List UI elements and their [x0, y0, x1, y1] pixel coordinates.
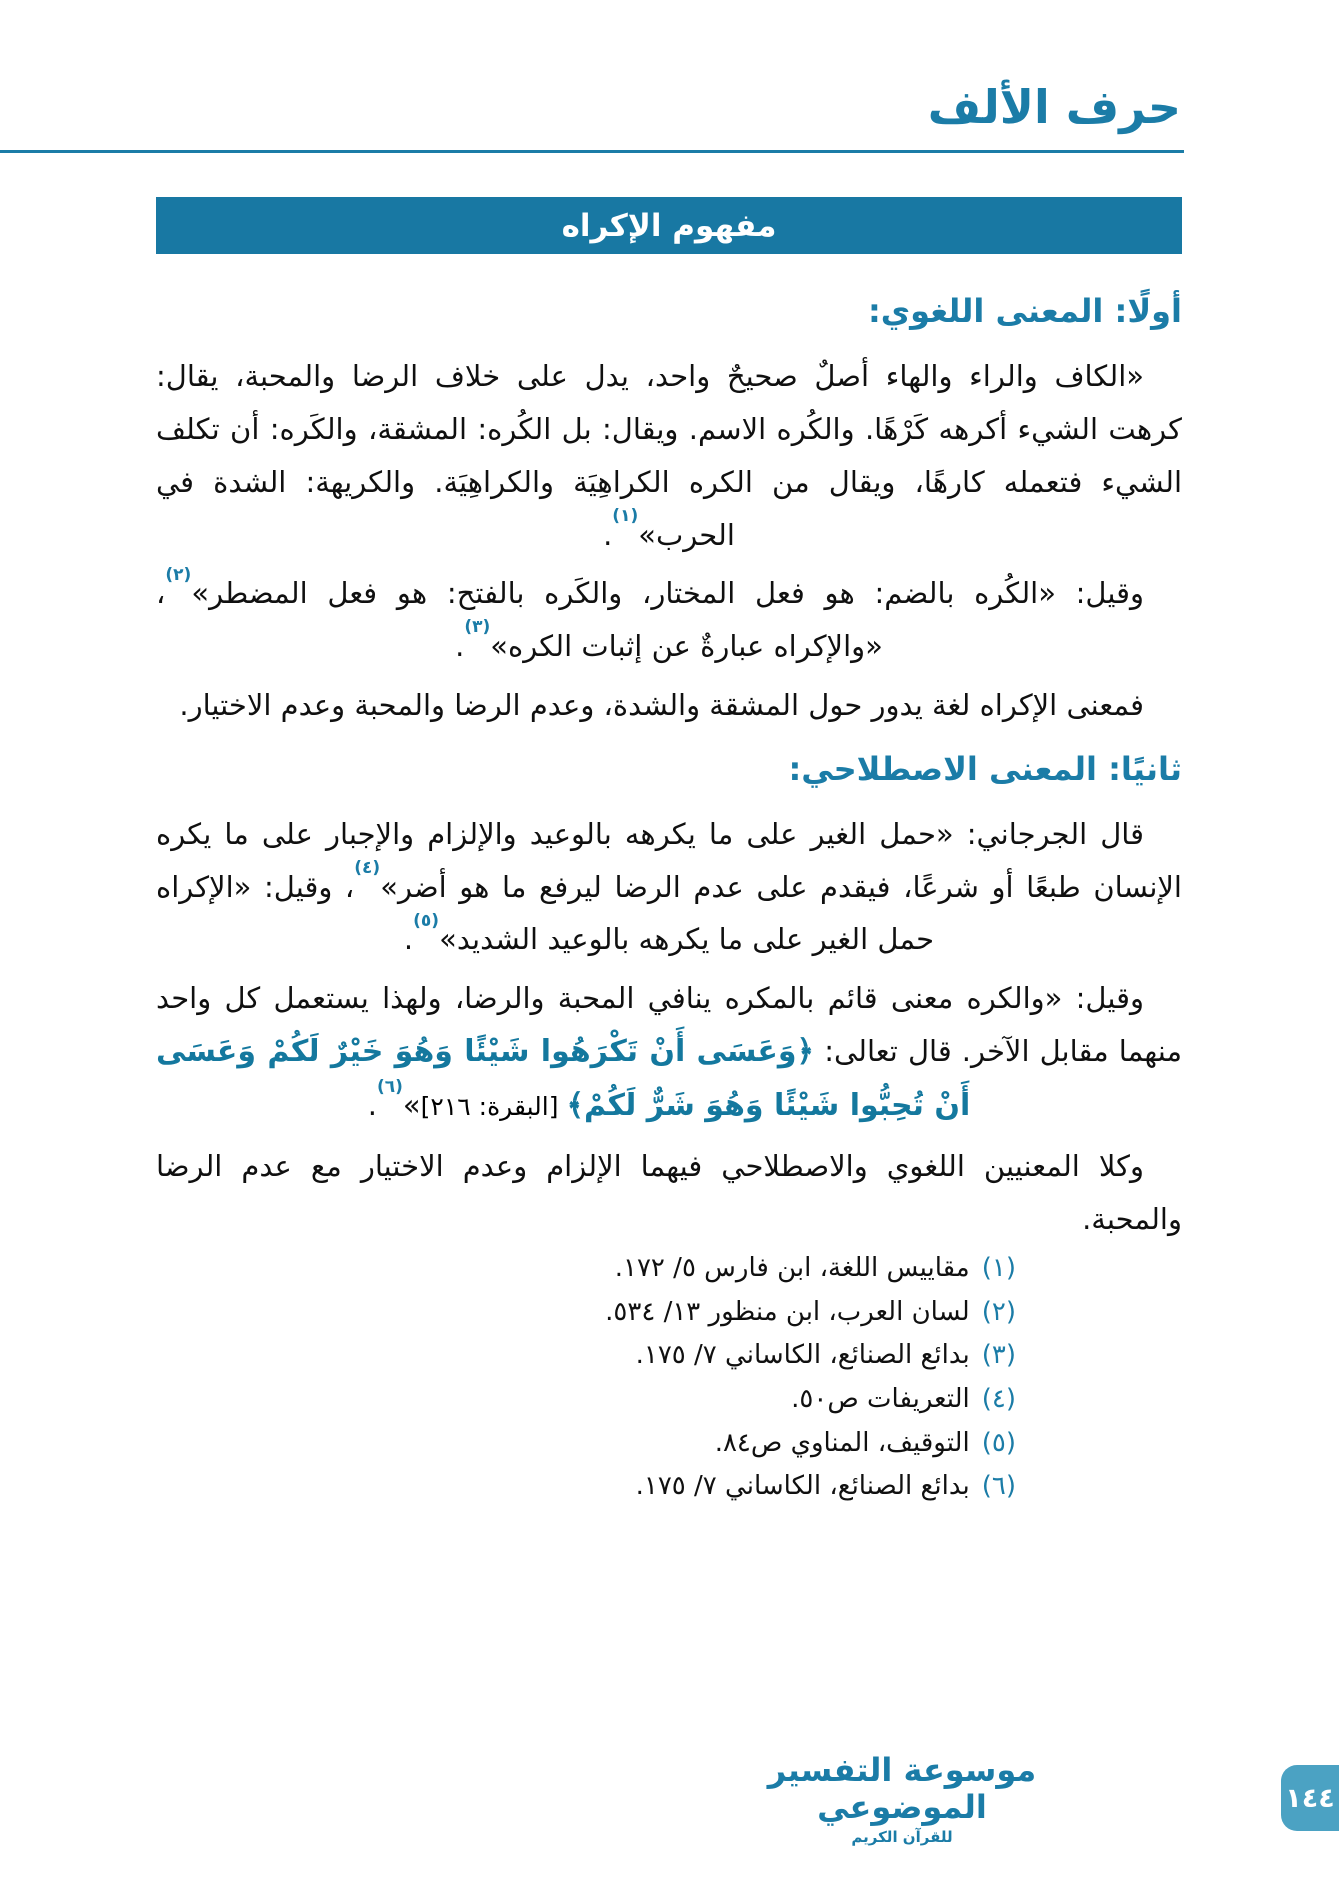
verse-citation: [البقرة: ٢١٦] — [420, 1092, 567, 1122]
page-number: ١٤٤ — [1285, 1782, 1335, 1814]
footnote-number: (١) — [981, 1253, 1016, 1283]
para-qil-quote — [156, 564, 1182, 673]
footnote-ref-4: (٤) — [354, 857, 381, 878]
header-rule-divider — [0, 150, 1184, 153]
footnote-ref-2: (٢) — [165, 564, 192, 585]
section-title-banner — [156, 197, 1182, 254]
footnote-text: التوقيف، المناوي ص٨٤. — [714, 1427, 970, 1458]
footnote-item — [536, 1378, 1016, 1422]
paragraph-text: . — [403, 922, 414, 957]
footnote-item — [536, 1291, 1016, 1335]
paragraph-text: » — [402, 1088, 421, 1123]
paragraph-text: فمعنى الإكراه لغة يدور حول المشقة والشدة، وعدم الرضا والمحبة وعدم الاختيار. — [179, 687, 1144, 722]
chapter-header: حرف الألف — [927, 80, 1181, 134]
footnote-number: (٥) — [981, 1427, 1016, 1458]
footnote-text: لسان العرب، ابن منظور ١٣/ ٥٣٤. — [605, 1296, 970, 1327]
paragraph-text: ، وقيل: «الإكراه حمل الغير على ما يكرهه بالوعيد الشديد» — [156, 869, 935, 957]
paragraph-text: قال الجرجاني: «حمل الغير على ما يكرهه بالوعيد والإلزام والإجبار على ما يكره الإنسان طبعًا أو شرعًا، فيقدم على عدم الرضا ليرفع ما هو أضر» — [156, 816, 1182, 904]
paragraph-text: «الكاف والراء والهاء أصلٌ صحيحٌ واحد، يدل على خلاف الرضا والمحبة، يقال: كرهت الشيء أكرهه كَرْهًا. والكُره الاسم. ويقال: بل الكُره: المشقة، والكَره: أن تكلف الشيء فتعمله كارهًا، ويقال من الكره الكراهِيَة والكراهِيَة. والكريهة: الشدة في الحرب» — [156, 359, 1182, 552]
page-number-tab — [1281, 1765, 1339, 1831]
para-conclusion — [156, 1140, 1182, 1246]
footnote-text: بدائع الصنائع، الكاساني ٧/ ١٧٥. — [635, 1340, 970, 1371]
footnote-ref-6: (٦) — [376, 1076, 403, 1097]
logo-title: موسوعة التفسير الموضوعي — [767, 1751, 1037, 1826]
para-lexical-summary — [156, 679, 1182, 732]
footnote-item — [536, 1247, 1016, 1291]
paragraph-text: ، «والإكراه عبارةٌ عن إثبات الكره» — [156, 576, 883, 664]
footnote-number: (٤) — [981, 1384, 1016, 1415]
footnote-text: بدائع الصنائع، الكاساني ٧/ ١٧٥. — [635, 1471, 970, 1502]
publisher-logo — [752, 1752, 1052, 1846]
footnote-number: (٣) — [981, 1340, 1016, 1371]
para-quran-comparison — [156, 972, 1182, 1134]
heading-linguistic-meaning: أولًا: المعنى اللغوي: — [868, 292, 1182, 330]
footnote-item — [536, 1465, 1016, 1509]
para-jurjani-definition — [156, 808, 1182, 966]
paragraph-text: وقيل: «الكُره بالضم: هو فعل المختار، والكَره بالفتح: هو فعل المضطر» — [191, 576, 1144, 611]
main-text — [156, 274, 1182, 1252]
paragraph-text: . — [455, 629, 465, 664]
footnotes-block — [536, 1247, 1016, 1509]
paragraph-text: . — [603, 517, 613, 552]
footnote-number: (٦) — [981, 1471, 1016, 1502]
heading-terminological-meaning: ثانيًا: المعنى الاصطلاحي: — [788, 749, 1182, 788]
para-lexical-quote — [156, 350, 1182, 561]
section-title: مفهوم الإكراه — [561, 207, 777, 244]
footnote-ref-1: (١) — [612, 505, 639, 526]
paragraph-text: . — [367, 1088, 377, 1123]
footnote-ref-5: (٥) — [413, 910, 440, 931]
footnote-number: (٢) — [981, 1296, 1016, 1327]
quran-verse: ﴿وَعَسَى أَنْ تَكْرَهُوا شَيْئًا وَهُوَ خَيْرٌ لَكُمْ وَعَسَى أَنْ تُحِبُّوا شَيْئًا وَهُوَ شَرٌّ لَكُمْ﴾ — [156, 1033, 971, 1124]
footnote-text: مقاييس اللغة، ابن فارس ٥/ ١٧٢. — [614, 1253, 970, 1283]
paragraph-text: وقيل: «والكره معنى قائم بالمكره ينافي المحبة والرضا، ولهذا يستعمل كل واحد منهما مقابل الآخر. قال تعالى: — [156, 981, 1182, 1068]
footnote-item — [536, 1334, 1016, 1378]
paragraph-text: وكلا المعنيين اللغوي والاصطلاحي فيهما الإلزام وعدم الاختيار مع عدم الرضا والمحبة. — [156, 1149, 1182, 1236]
footnote-item — [536, 1422, 1016, 1466]
footnote-ref-3: (٣) — [464, 617, 491, 638]
logo-subtitle: للقرآن الكريم — [851, 1827, 953, 1846]
footnote-text: التعريفات ص٥٠. — [791, 1384, 970, 1415]
